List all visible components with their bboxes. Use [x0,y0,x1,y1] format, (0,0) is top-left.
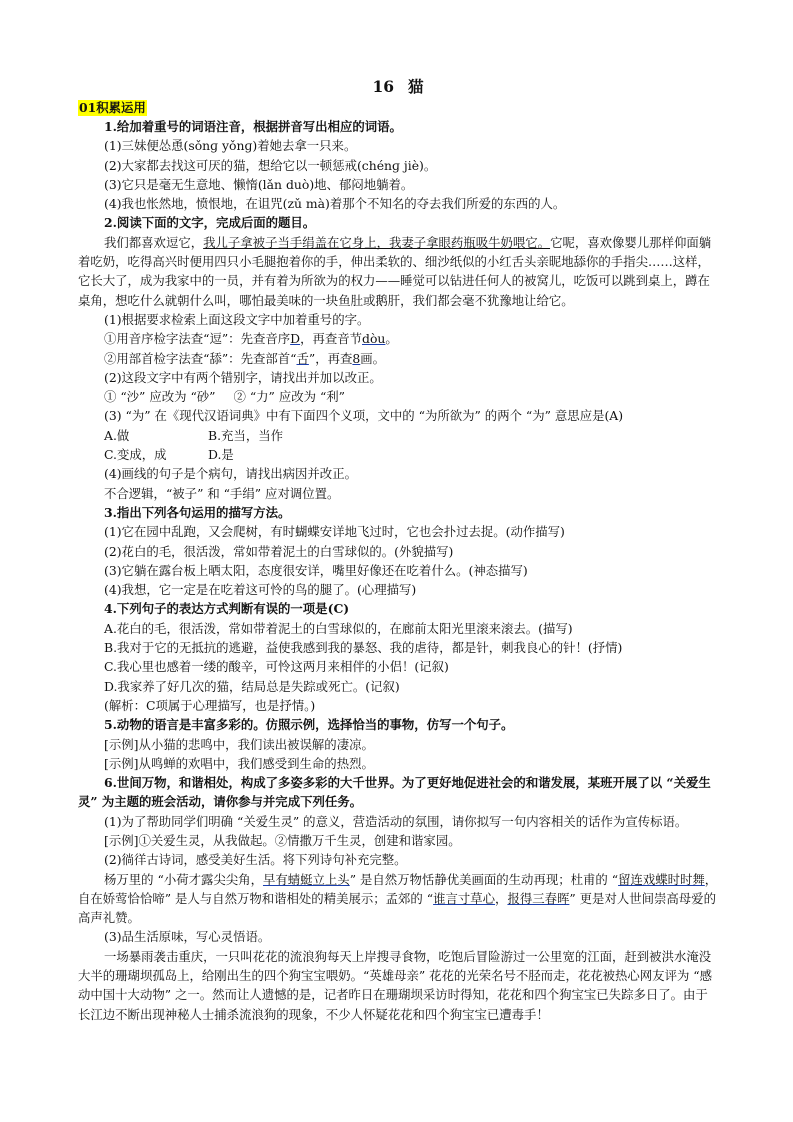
q1-stem: 1.给加着重号的词语注音，根据拼音写出相应的词语。 [104,119,402,134]
document-body [78,117,718,1024]
q4-analysis: (解析：C项属于心理描写，也是抒情。) [104,697,316,713]
q2-sub1a-answer-2: dòu [362,331,386,347]
q1-item-1: (1)三妹便怂恿(sǒnɡ yǒnɡ)着她去拿一只来。 [104,138,357,154]
q2-sub4-answer: 不合逻辑，“被子” 和 “手绢” 应对调位置。 [104,485,340,501]
q4-option-a: A.花白的毛，很活泼，常如带着泥土的白雪球似的，在廊前太阳光里滚来滚去。(描写) [104,620,573,636]
lesson-title: 猫 [408,77,424,96]
q2-sub4: (4)画线的句子是个病句，请找出病因并改正。 [104,466,357,482]
q6-poem-g: ， [495,890,508,906]
q2-option-c: C.变成，成 [104,447,167,463]
q3-item-3: (3)它躺在露台板上晒太阳，态度很安详，嘴里好像还在吃着什么。(神态描写) [104,562,528,578]
q5-example: [示例]从小猫的悲鸣中，我们读出被误解的凄凉。 [104,736,374,752]
q2-sub1b-pre: ②用部首检字法查“舔”：先查部首“ [104,350,297,366]
q6-poem-answer-2: 留连戏蝶时时舞 [618,871,705,887]
q4-option-b: B.我对于它的无抵抗的逃避，益使我感到我的暴怒、我的虐待，都是针，刺我良心的针！(抒情) [104,640,623,656]
q2-option-d: D.是 [208,447,234,463]
q2-sub1b-answer-2: 8 [352,350,361,366]
q4-stem: 4.下列句子的表达方式判断有误的一项是(C) [104,601,350,617]
q2-sub1a [78,329,718,348]
q2-passage [78,233,718,310]
q6-sub2: (2)徜徉古诗词，感受美好生活。将下列诗句补充完整。 [104,852,407,868]
q2-sub2: (2)这段文字中有两个错别字，请找出并加以改正。 [104,369,382,385]
q6-story: 一场暴雨袭击重庆，一只叫花花的流浪狗每天上岸搜寻食物，吃饱后冒险游过一公里宽的江面，赶到被洪水淹没大半的珊瑚坝孤岛上，给刚出生的四个狗宝宝喂奶。“英雄母亲” 花花的光荣名号不胫而走，花花被热心网友评为 “感动中国十大动物” 之一。然而让人遗憾的是，记者昨日在珊瑚坝采访时得知，花花和四个狗宝宝已失踪多日了。由于长江边不断出现神秘人士捕杀流浪狗的现象，不少人怀疑花花和四个狗宝宝已遭毒手！ [78,948,713,1022]
q6-stem-text: 6.世间万物，和谐相处，构成了多姿多彩的大千世界。为了更好地促进社会的和谐发展，某班开展了以 “关爱生灵” 为主题的班会活动，请你参与并完成下列任务。 [78,775,711,810]
q2-sub1a-pre: ①用音序检字法查“逗”：先查音序 [104,331,291,347]
q3-item-1: (1)它在园中乱跑，又会爬树，有时蝴蝶安详地飞过时，它也会扑过去捉。(动作描写) [104,524,565,540]
lesson-number: 16 [372,77,395,96]
q6-poem-answer-1: 早有蜻蜓立上头 [262,871,350,887]
page-title [78,76,718,98]
q3-item-4: (4)我想，它一定是在吃着这可怜的鸟的腿了。(心理描写) [104,582,417,598]
q3-stem: 3.指出下列各句运用的描写方法。 [104,504,291,520]
q6-sub1: (1)为了帮助同学们明确 “关爱生灵” 的意义，营造活动的氛围，请你拟写一句内容相关的话作为宣传标语。 [104,813,688,829]
q2-sub2-answer-1: ① “沙” 应改为 “砂” [104,389,216,405]
q6-stem [78,773,718,812]
q2-option-a: A.做 [104,427,130,443]
q6-poem-answer-4: 报得三春晖 [507,890,570,906]
q2-option-b: B.充当，当作 [208,427,283,443]
q1-item-3: (3)它只是毫无生意地、懒惰(lǎn duò)地、郁闷地躺着。 [104,176,414,192]
q2-sub1b-answer-1: 舌 [296,350,309,366]
q2-passage-underlined: 我儿子拿被子当手绢盖在它身上，我妻子拿眼药瓶吸牛奶喂它。 [203,234,551,250]
q2-sub1b [78,349,718,368]
q2-sub1: (1)根据要求检索上面这段文字中加着重号的字。 [104,311,370,327]
q2-sub1a-mid: ，再查音节 [300,331,363,347]
q6-poem-e: ，自在娇莺恰恰啼” 是人与自然万物和谐相处的精美展示；孟郊的 “ [78,871,718,906]
q2-stem: 2.阅读下面的文字，完成后面的题目。 [104,215,316,231]
section-label: 01积累运用 [79,100,146,115]
q6-poem-c: ” 是自然万物恬静优美画面的生动再现；杜甫的 “ [349,871,619,887]
q6-poem-i: ” 更是对人世间崇高母爱的高声礼赞。 [78,890,716,926]
q2-sub1a-end: 。 [385,331,398,347]
q2-sub1b-end: 画。 [360,350,386,366]
q2-options-cd [78,445,718,464]
q2-passage-start: 我们都喜欢逗它， [104,234,204,250]
q1-item-4: (4)我也怅然地，愤恨地，在诅咒(zǔ mà)着那个不知名的夺去我们所爱的东西的人。 [104,196,566,212]
q3-item-2: (2)花白的毛，很活泼，常如带着泥土的白雪球似的。(外貌描写) [104,543,454,559]
q5-stem: 5.动物的语言是丰富多彩的。仿照示例，选择恰当的事物，仿写一个句子。 [104,717,514,733]
q1-item-2: (2)大家都去找这可厌的猫，想给它以一顿惩戒(chénɡ jiè)。 [104,157,437,173]
q2-sub1a-answer-1: D [290,331,301,347]
q4-option-d: D.我家养了好几次的猫，结局总是失踪或死亡。(记叙) [104,678,400,694]
q6-poem-a: 杨万里的 “小荷才露尖尖角， [104,871,263,887]
q2-passage-rest: 它呢，喜欢像婴儿那样仰面躺着吃奶，吃得高兴时便用四只小毛腿抱着你的手，伸出柔软的、细沙纸似的小红舌头亲昵地舔你的手指尖……这样，它长大了，成为我家中的一员，并有着为所欲为的权力——睡觉可以钻进任何人的被窝儿，吃饭可以跳到桌上，蹲在桌角，想吃什么就朝什么叫，哪怕最美味的一块鱼肚或鹅肝，我们都会毫不犹豫地让给它。 [78,234,712,308]
q5-answer: [示例]从鸣蝉的欢唱中，我们感受到生命的热烈。 [104,755,374,771]
q6-sub3: (3)品生活原味，写心灵悟语。 [104,929,271,945]
q6-poem-answer-3: 谁言寸草心 [433,890,496,906]
q2-sub2-answer-2: ② “力” 应改为 “利” [233,389,345,405]
q2-options-ab [78,426,718,445]
q4-option-c: C.我心里也感着一缕的酸辛，可怜这两月来相伴的小侣！(记叙) [104,659,449,675]
q6-sub1-answer: [示例]①关爱生灵，从我做起。②情撒万千生灵，创建和谐家园。 [104,832,461,848]
q6-poems [78,870,718,928]
q2-sub3: (3) “为” 在《现代汉语词典》中有下面四个义项，文中的 “为所欲为” 的两个 “为” 意思应是(A) [104,408,624,424]
q2-sub2-answers [78,387,718,406]
q2-sub1b-mid: ”，再查 [308,350,353,366]
